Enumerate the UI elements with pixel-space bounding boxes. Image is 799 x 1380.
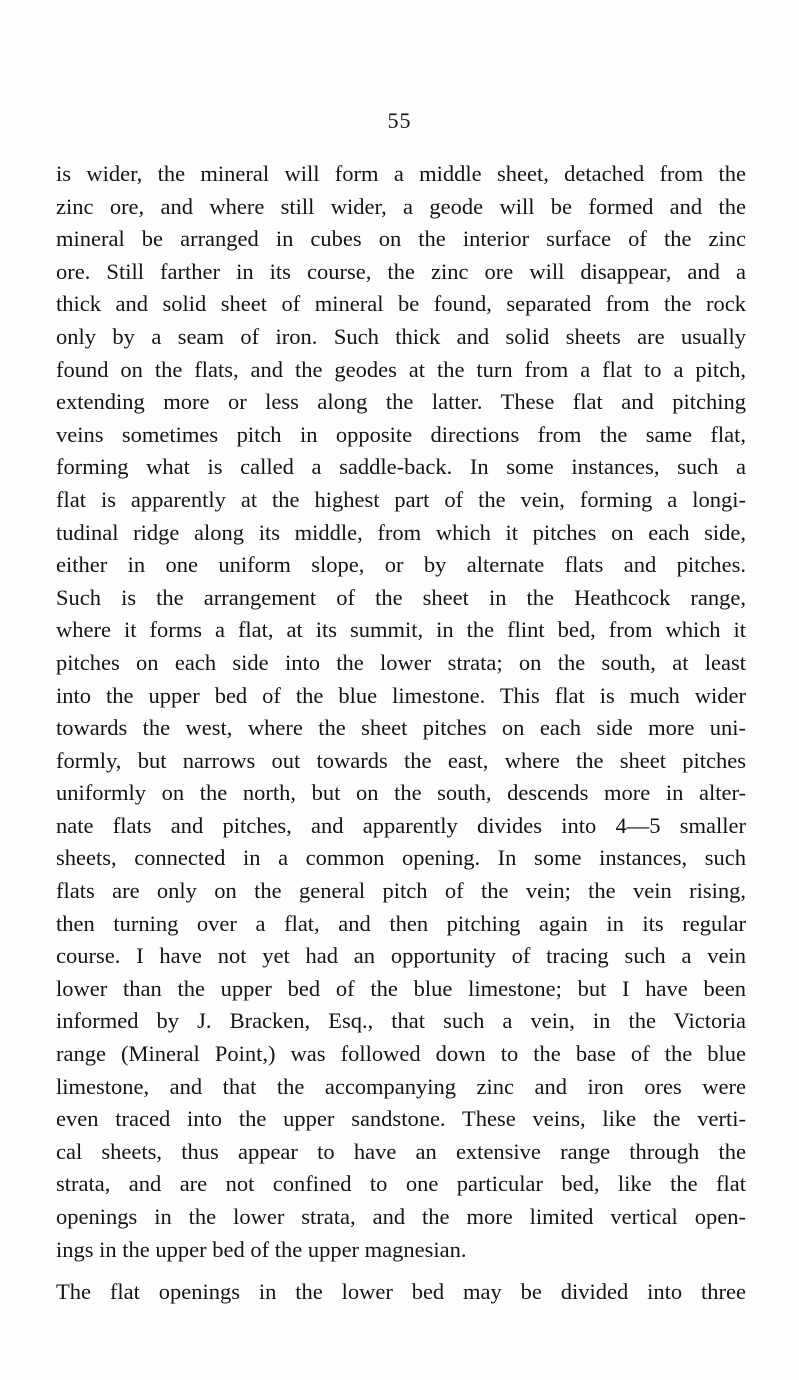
text-line: ings in the upper bed of the upper magnesian. (56, 1236, 467, 1262)
text-line: flats are only on the general pitch of the vein; the vein rising, (56, 878, 746, 904)
paragraph-2 (56, 1276, 746, 1309)
text-line: thick and solid sheet of mineral be found, separated from the rock (56, 291, 746, 317)
text-line: Such is the arrangement of the sheet in the Heathcock range, (56, 584, 746, 610)
text-line: found on the flats, and the geodes at the turn from a flat to a pitch, (56, 356, 746, 382)
text-line: lower than the upper bed of the blue limestone; but I have been (56, 975, 746, 1001)
text-line: even traced into the upper sandstone. These veins, like the verti- (56, 1106, 746, 1132)
text-line: mineral be arranged in cubes on the interior surface of the zinc (56, 226, 746, 252)
text-line: forming what is called a saddle-back. In some instances, such a (56, 454, 746, 480)
text-line: tudinal ridge along its middle, from which it pitches on each side, (56, 519, 746, 545)
text-line: then turning over a flat, and then pitching again in its regular (56, 910, 746, 936)
text-line: nate flats and pitches, and apparently divides into 4—5 smaller (56, 812, 746, 838)
body-text (56, 158, 746, 1309)
text-line: strata, and are not confined to one particular bed, like the flat (56, 1171, 746, 1197)
text-line: formly, but narrows out towards the east, where the sheet pitches (56, 747, 746, 773)
text-line: veins sometimes pitch in opposite directions from the same flat, (56, 421, 746, 447)
text-line: towards the west, where the sheet pitches on each side more uni- (56, 715, 746, 741)
text-line: The flat openings in the lower bed may be divided into three (56, 1279, 746, 1305)
text-line: flat is apparently at the highest part of the vein, forming a longi- (56, 486, 746, 512)
text-line: either in one uniform slope, or by alternate flats and pitches. (56, 552, 746, 578)
paragraph-1 (56, 158, 746, 1266)
text-line: ore. Still farther in its course, the zinc ore will disappear, and a (56, 258, 746, 284)
text-line: into the upper bed of the blue limestone. This flat is much wider (56, 682, 746, 708)
text-line: where it forms a flat, at its summit, in the flint bed, from which it (56, 617, 746, 643)
page-number: 55 (387, 108, 412, 133)
text-line: course. I have not yet had an opportunity of tracing such a vein (56, 943, 746, 969)
text-line: range (Mineral Point,) was followed down to the base of the blue (56, 1041, 746, 1067)
paragraph-spacer (56, 1266, 746, 1276)
text-line: limestone, and that the accompanying zinc and iron ores were (56, 1073, 746, 1099)
text-line: zinc ore, and where still wider, a geode will be formed and the (56, 193, 746, 219)
text-line: only by a seam of iron. Such thick and solid sheets are usually (56, 323, 746, 349)
text-line: cal sheets, thus appear to have an extensive range through the (56, 1138, 746, 1164)
text-line: sheets, connected in a common opening. In some instances, such (56, 845, 746, 871)
text-line: openings in the lower strata, and the more limited vertical open- (56, 1204, 746, 1229)
text-line: informed by J. Bracken, Esq., that such a vein, in the Victoria (56, 1008, 746, 1034)
text-line: uniformly on the north, but on the south, descends more in alter- (56, 780, 746, 806)
text-line: is wider, the mineral will form a middle sheet, detached from the (56, 161, 746, 186)
text-line: pitches on each side into the lower strata; on the south, at least (56, 649, 746, 675)
text-line: extending more or less along the latter. These flat and pitching (56, 389, 746, 415)
